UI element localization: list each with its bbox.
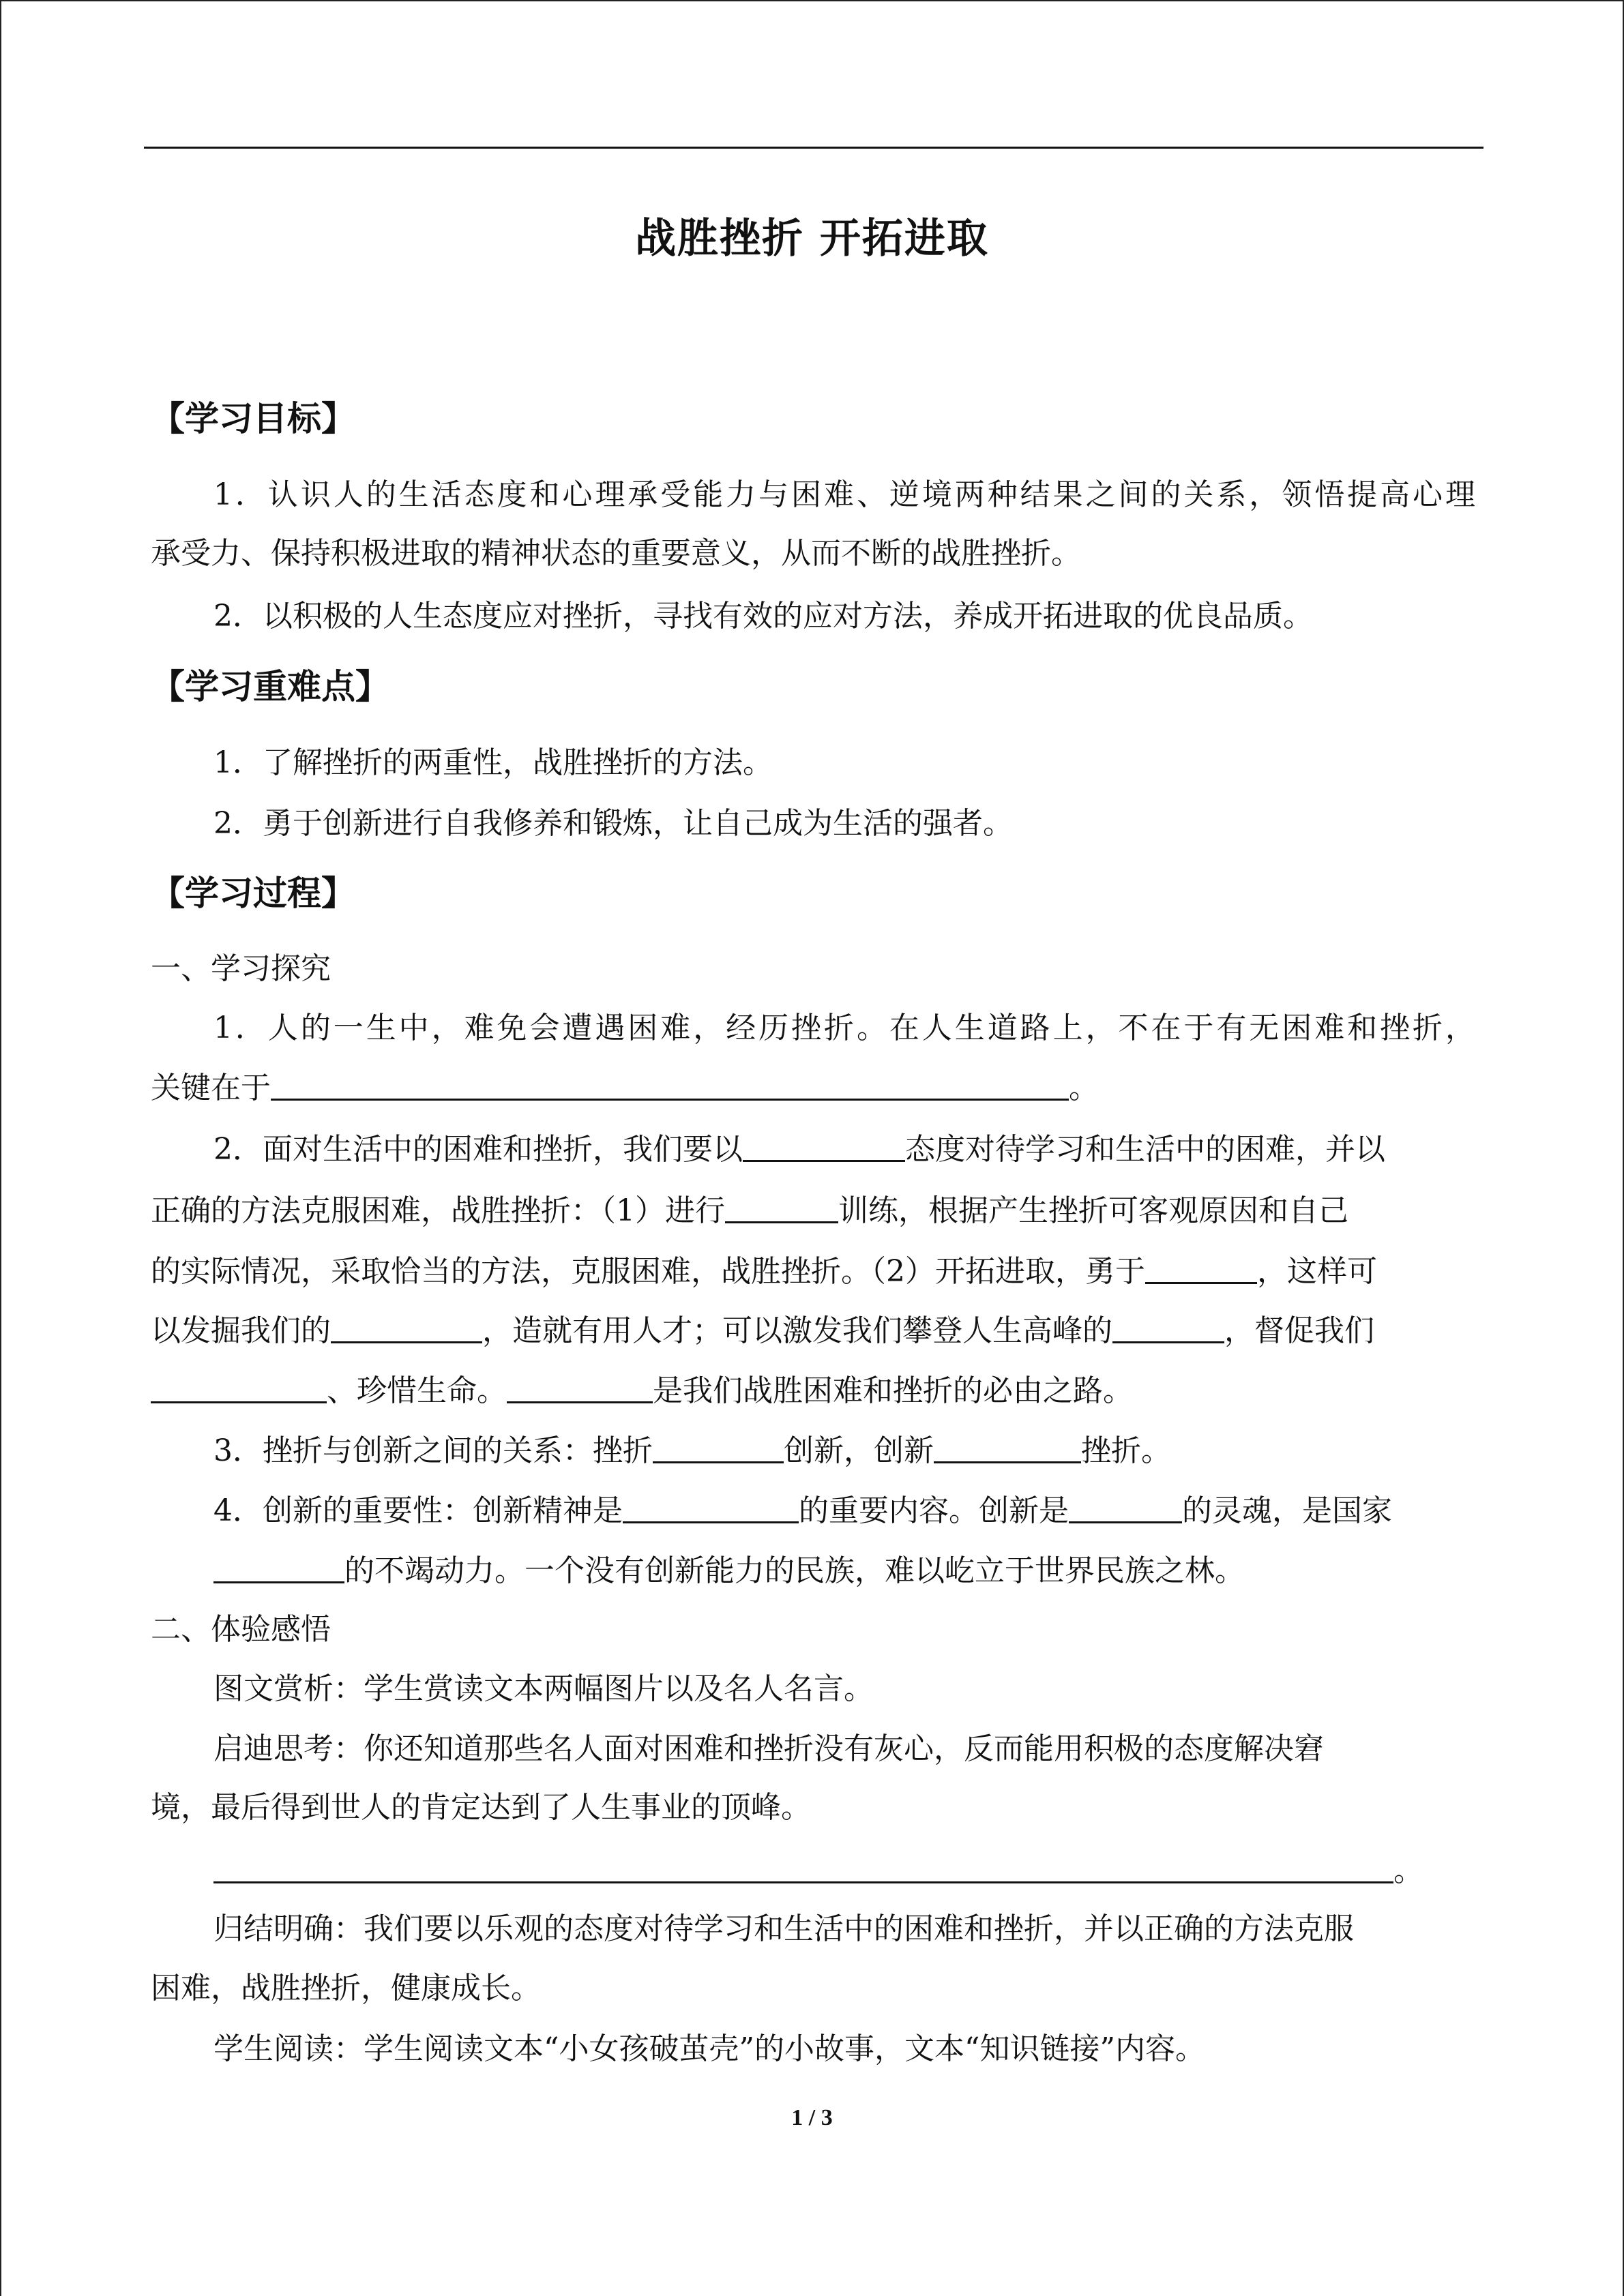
answer-blank[interactable]: [725, 1191, 838, 1223]
objective-2: 2．以积极的人生态度应对挫折，寻找有效的应对方法，养成开拓进取的优良品质。: [213, 599, 1313, 633]
appreciation-text: 图文赏析：学生赏读文本两幅图片以及名人名言。: [213, 1671, 874, 1706]
q2-text: 2．面对生活中的困难和挫折，我们要以: [213, 1132, 743, 1167]
part2-heading: 二、体验感悟: [151, 1612, 331, 1647]
reading-text: 学生阅读：学生阅读文本“小女孩破茧壳”的小故事，文本“知识链接”内容。: [213, 2031, 1205, 2066]
question-2-line-5: [151, 1371, 1133, 1412]
key-points-heading: 【学习重难点】: [151, 667, 389, 706]
q2-text: 、珍惜生命。: [327, 1373, 507, 1408]
q4-text: 的不竭动力。一个没有创新能力的民族，难以屹立于世界民族之林。: [344, 1553, 1245, 1588]
answer-blank[interactable]: [934, 1431, 1081, 1463]
q2-text: 的实际情况，采取恰当的方法，克服困难，战胜挫折。（2）开拓进取，勇于: [151, 1254, 1145, 1289]
question-4-line-2: [213, 1551, 1245, 1592]
key-point-2: 2．勇于创新进行自我修养和锻炼，让自己成为生活的强者。: [213, 806, 1013, 841]
q2-text: ，这样可: [1257, 1254, 1377, 1289]
answer-blank[interactable]: [151, 1371, 327, 1403]
q4-text: 的灵魂，是国家: [1182, 1493, 1392, 1528]
q2-text: 训练，根据产生挫折可客观原因和自己: [838, 1193, 1348, 1228]
q2-text: 以发掘我们的: [151, 1313, 331, 1348]
objective-1-line-2: 承受力、保持积极进取的精神状态的重要意义，从而不断的战胜挫折。: [151, 536, 1081, 571]
question-3: [213, 1431, 1171, 1472]
question-2-line-2: [151, 1191, 1348, 1232]
question-2-line-3: [151, 1251, 1377, 1292]
answer-blank[interactable]: [507, 1371, 653, 1403]
answer-blank[interactable]: [1112, 1311, 1224, 1343]
objectives-heading: 【学习目标】: [151, 399, 355, 438]
question-1-suffix: 。: [1069, 1071, 1099, 1105]
q4-text: 的重要内容。创新是: [799, 1493, 1069, 1528]
question-2-line-1: [213, 1129, 1385, 1170]
answer-blank[interactable]: [653, 1431, 784, 1463]
q2-text: 态度对待学习和生活中的困难，并以: [905, 1132, 1385, 1167]
answer-blank[interactable]: [271, 1069, 1069, 1101]
key-point-1: 1．了解挫折的两重性，战胜挫折的方法。: [213, 745, 773, 780]
q2-text: 是我们战胜困难和挫折的必由之路。: [653, 1373, 1133, 1408]
process-heading: 【学习过程】: [151, 874, 355, 913]
q3-text: 挫折。: [1081, 1433, 1171, 1468]
objective-1-line-1: 1．认识人的生活态度和心理承受能力与困难、逆境两种结果之间的关系，领悟提高心理: [213, 477, 1475, 512]
answer-blank[interactable]: [743, 1130, 905, 1162]
q2-text: ，造就有用人才；可以激发我们攀登人生高峰的: [482, 1313, 1112, 1348]
question-1-line-1: 1．人的一生中，难免会遭遇困难，经历挫折。在人生道路上，不在于有无困难和挫折，: [213, 1011, 1475, 1045]
q2-text: 正确的方法克服困难，战胜挫折：（1）进行: [151, 1193, 725, 1228]
header-rule: [144, 147, 1483, 149]
answer-blank[interactable]: [1145, 1252, 1257, 1284]
think-answer-end: 。: [1393, 1853, 1423, 1888]
answer-blank[interactable]: [623, 1491, 799, 1523]
think-line-2: 境，最后得到世人的肯定达到了人生事业的顶峰。: [151, 1790, 811, 1825]
answer-blank[interactable]: [213, 1551, 344, 1583]
q2-text: ，督促我们: [1224, 1313, 1374, 1348]
think-line-1: 启迪思考：你还知道那些名人面对困难和挫折没有灰心，反而能用积极的态度解决窘: [213, 1731, 1324, 1766]
part1-heading: 一、学习探究: [151, 951, 331, 986]
q3-text: 3．挫折与创新之间的关系：挫折: [213, 1433, 653, 1468]
think-answer-line: [213, 1851, 1423, 1892]
answer-blank[interactable]: [331, 1311, 482, 1343]
q3-text: 创新，创新: [784, 1433, 934, 1468]
conclusion-line-1: 归结明确：我们要以乐观的态度对待学习和生活中的困难和挫折，并以正确的方法克服: [213, 1911, 1354, 1946]
page-title: 战胜挫折 开拓进取: [635, 215, 989, 263]
answer-blank[interactable]: [213, 1851, 1393, 1883]
question-1-prefix: 关键在于: [151, 1071, 271, 1105]
answer-blank[interactable]: [1069, 1491, 1182, 1523]
page-indicator: 1 / 3: [791, 2105, 833, 2130]
q4-text: 4．创新的重要性：创新精神是: [213, 1493, 623, 1528]
question-2-line-4: [151, 1311, 1374, 1352]
question-1-line-2: [151, 1068, 1099, 1109]
conclusion-line-2: 困难，战胜挫折，健康成长。: [151, 1971, 541, 2006]
question-4-line-1: [213, 1491, 1392, 1532]
